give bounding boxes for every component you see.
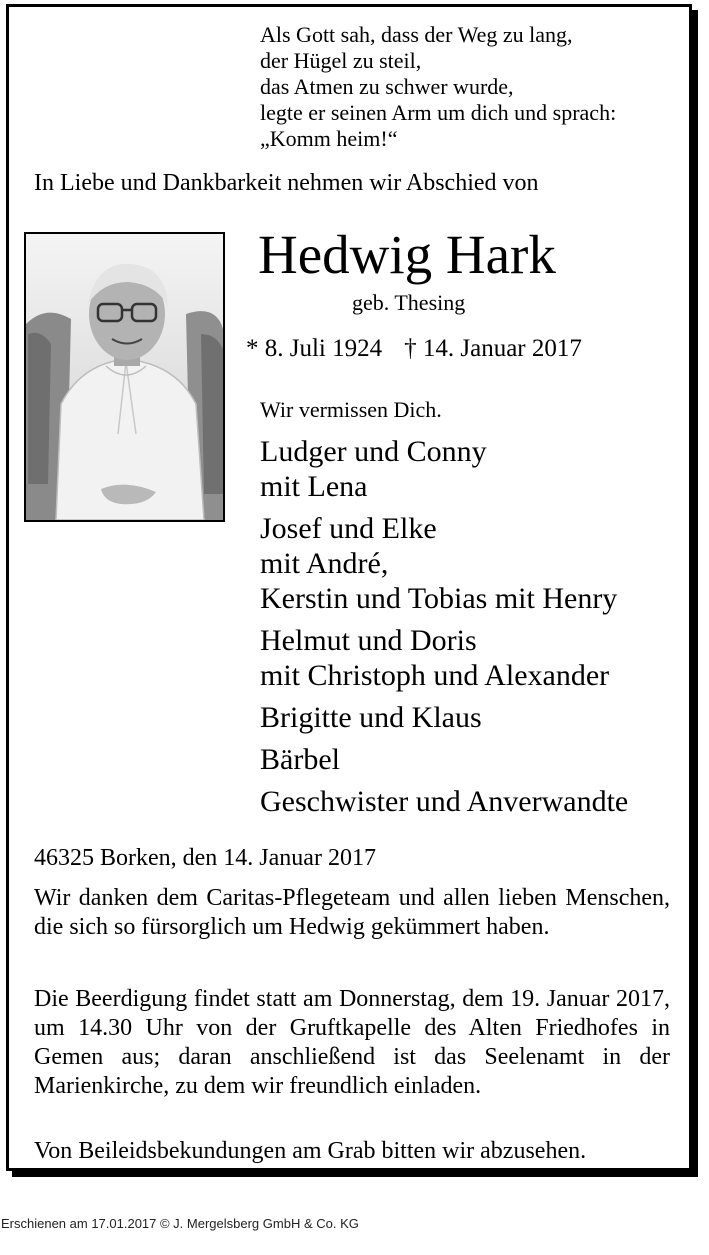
family-group [260, 700, 628, 735]
family-line: Helmut und Doris [260, 624, 477, 657]
family-line: mit Christoph und Alexander [260, 659, 610, 692]
portrait-photo [24, 232, 225, 522]
family-list [260, 396, 628, 826]
intro-text: In Liebe und Dankbarkeit nehmen wir Abschied von [34, 170, 539, 196]
family-line: Geschwister und Anverwandte [260, 785, 629, 818]
life-dates [246, 335, 582, 363]
missing-text: Wir vermissen Dich. [260, 397, 442, 422]
deceased-name: Hedwig Hark [258, 224, 556, 285]
family-line: Bärbel [260, 743, 340, 776]
family-group [260, 511, 628, 616]
place-and-date: 46325 Borken, den 14. Januar 2017 [34, 845, 376, 871]
poem-line: das Atmen zu schwer wurde, [260, 74, 514, 99]
family-line: Ludger und Conny [260, 435, 487, 468]
family-group [260, 434, 628, 504]
family-line: Brigitte und Klaus [260, 701, 482, 734]
family-group [260, 784, 628, 819]
poem-line: „Komm heim!“ [260, 126, 398, 151]
condolence-note: Von Beileidsbekundungen am Grab bitten wir abzusehen. [34, 1138, 587, 1164]
poem-line: legte er seinen Arm um dich und sprach: [260, 100, 617, 125]
thanks-paragraph: Wir danken dem Caritas-Pflegeteam und allen lieben Menschen, die sich so fürsorglich um Hedwig gekümmert haben. [34, 885, 670, 940]
maiden-name: geb. Thesing [352, 290, 466, 315]
birth-date: * 8. Juli 1924 [246, 335, 383, 362]
family-line: mit Lena [260, 470, 368, 503]
publication-footer: Erschienen am 17.01.2017 © J. Mergelsberg GmbH & Co. KG [1, 1216, 359, 1231]
family-line: mit André, [260, 547, 389, 580]
family-group [260, 623, 628, 693]
poem-line: Als Gott sah, dass der Weg zu lang, [260, 22, 573, 47]
family-line: Kerstin und Tobias mit Henry [260, 582, 618, 615]
funeral-paragraph: Die Beerdigung findet statt am Donnerstag, dem 19. Januar 2017, um 14.30 Uhr von der Gruftkapelle des Alten Friedhofes in Gemen aus; daran anschließend ist das Seelenamt in der Marienkirche, zu dem wir freundlich einladen. [34, 986, 670, 1099]
family-line: Josef und Elke [260, 512, 437, 545]
poem [260, 22, 616, 152]
death-date: † 14. Januar 2017 [404, 335, 582, 362]
family-group [260, 742, 628, 777]
portrait-illustration [26, 234, 223, 520]
poem-line: der Hügel zu steil, [260, 48, 422, 73]
